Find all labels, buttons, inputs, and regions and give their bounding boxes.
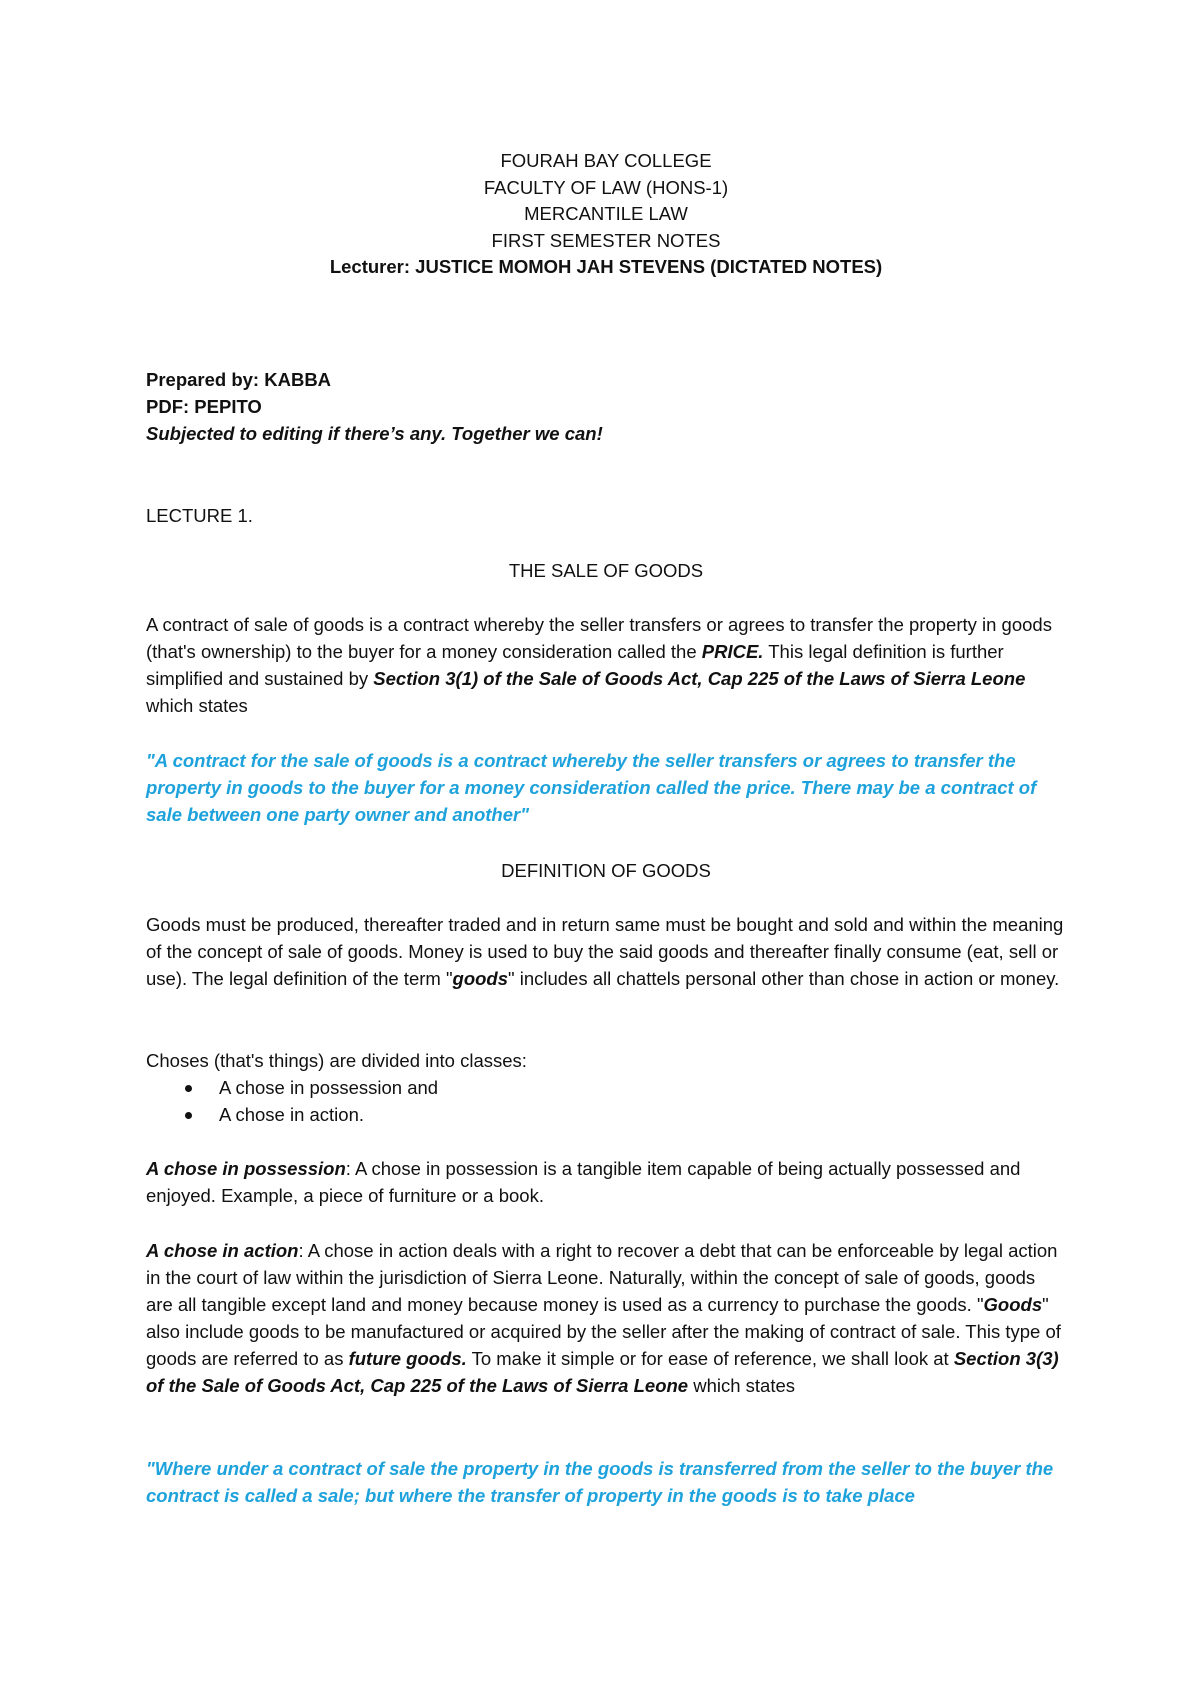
text-run: Goods must be produced, thereafter traded and in return same must be bought and sold and within the meaning of the concept of sale of goods. Money is used to buy the said goods and thereafter finally consume (eat, sell or use). The legal definition of the term " xyxy=(146,914,1064,989)
text-run: A contract of sale of goods is a contract whereby the seller transfers or agrees to transfer the property in goods (that's ownership) to the buyer for a money consideration called the xyxy=(146,614,1052,662)
text-run: " includes all chattels personal other than chose in action or money. xyxy=(508,968,1060,989)
list-item-text: A chose in action. xyxy=(219,1104,365,1125)
text-run: : A chose in possession is a tangible item capable of being actually possessed and enjoyed. Example, a piece of furniture or a book. xyxy=(146,1158,1021,1206)
bullet-icon xyxy=(185,1112,192,1119)
text-run: which states xyxy=(688,1375,796,1396)
text-run: To make it simple or for ease of reference, we shall look at xyxy=(466,1348,954,1369)
course-name: MERCANTILE LAW xyxy=(524,203,688,224)
text-run: : A chose in action deals with a right to recover a debt that can be enforceable by legal action in the court of law within the jurisdiction of Sierra Leone. Naturally, within the concept of sale of goods, goods are all tangible except land and money because money is used as a currency to purchase the goods. " xyxy=(146,1240,1058,1315)
statute-reference: Section 3(3) of the Sale of Goods Act, Cap 225 of the Laws of Sierra Leone xyxy=(146,1348,1059,1396)
college-name: FOURAH BAY COLLEGE xyxy=(500,150,712,171)
statute-quote-2 xyxy=(146,1455,1066,1509)
pdf-credit: PDF: PEPITO xyxy=(146,396,262,417)
lecture-label: LECTURE 1. xyxy=(146,505,253,526)
list-item-text: A chose in possession and xyxy=(219,1077,439,1098)
faculty-name: FACULTY OF LAW (HONS-1) xyxy=(483,176,729,198)
sale-definition-text xyxy=(146,611,1066,719)
document-header xyxy=(146,148,1066,281)
quote-text: "A contract for the sale of goods is a contract whereby the seller transfers or agrees to transfer the property in goods to the buyer for a money consideration called the price. There may be a contract of sale between one party owner and another" xyxy=(146,750,1037,825)
possession-term: A chose in possession xyxy=(146,1158,346,1179)
semester-label: FIRST SEMESTER NOTES xyxy=(491,229,721,251)
future-goods-term: future goods. xyxy=(348,1348,467,1369)
lecture-label-block xyxy=(146,502,1066,529)
editing-note: Subjected to editing if there’s any. Together we can! xyxy=(146,423,603,444)
chose-in-action-paragraph xyxy=(146,1237,1066,1399)
statute-reference: Section 3(1) of the Sale of Goods Act, Cap 225 of the Laws of Sierra Leone xyxy=(373,668,1026,689)
choses-intro: Choses (that's things) are divided into classes: xyxy=(146,1050,527,1071)
quote-text: "Where under a contract of sale the property in the goods is transferred from the seller to the buyer the contract is called a sale; but where the transfer of property in the goods is to take place xyxy=(146,1458,1054,1506)
lecturer-line: Lecturer: JUSTICE MOMOH JAH STEVENS (DICTATED NOTES) xyxy=(329,256,883,277)
goods-term: goods xyxy=(452,968,509,989)
section-heading-sale-of-goods-block xyxy=(146,557,1066,584)
goods-definition-paragraph xyxy=(146,911,1066,992)
choses-list xyxy=(146,1074,1066,1128)
goods-definition-text xyxy=(146,911,1066,992)
sale-definition-paragraph xyxy=(146,611,1066,719)
section-heading-definition-of-goods: DEFINITION OF GOODS xyxy=(501,860,711,881)
choses-block xyxy=(146,1047,1066,1128)
price-term: PRICE. xyxy=(701,641,764,662)
text-run: which states xyxy=(146,695,248,716)
chose-in-action-text xyxy=(146,1237,1066,1399)
goods-term: Goods xyxy=(983,1294,1043,1315)
chose-in-possession-text xyxy=(146,1155,1066,1209)
text-run: This legal definition is further simplified and sustained by xyxy=(146,641,1004,689)
chose-in-possession-paragraph xyxy=(146,1155,1066,1209)
list-item xyxy=(146,1074,1066,1101)
text-run: " also include goods to be manufactured or acquired by the seller after the making of contract of sale. This type of goods are referred to as xyxy=(146,1294,1061,1369)
list-item xyxy=(146,1101,1066,1128)
prepared-by: Prepared by: KABBA xyxy=(146,369,332,390)
section-heading-definition-block xyxy=(146,857,1066,884)
credits-block xyxy=(146,366,1066,447)
section-heading-sale-of-goods: THE SALE OF GOODS xyxy=(508,560,704,581)
statute-quote-1 xyxy=(146,747,1066,828)
action-term: A chose in action xyxy=(146,1240,299,1261)
bullet-icon xyxy=(185,1085,192,1092)
